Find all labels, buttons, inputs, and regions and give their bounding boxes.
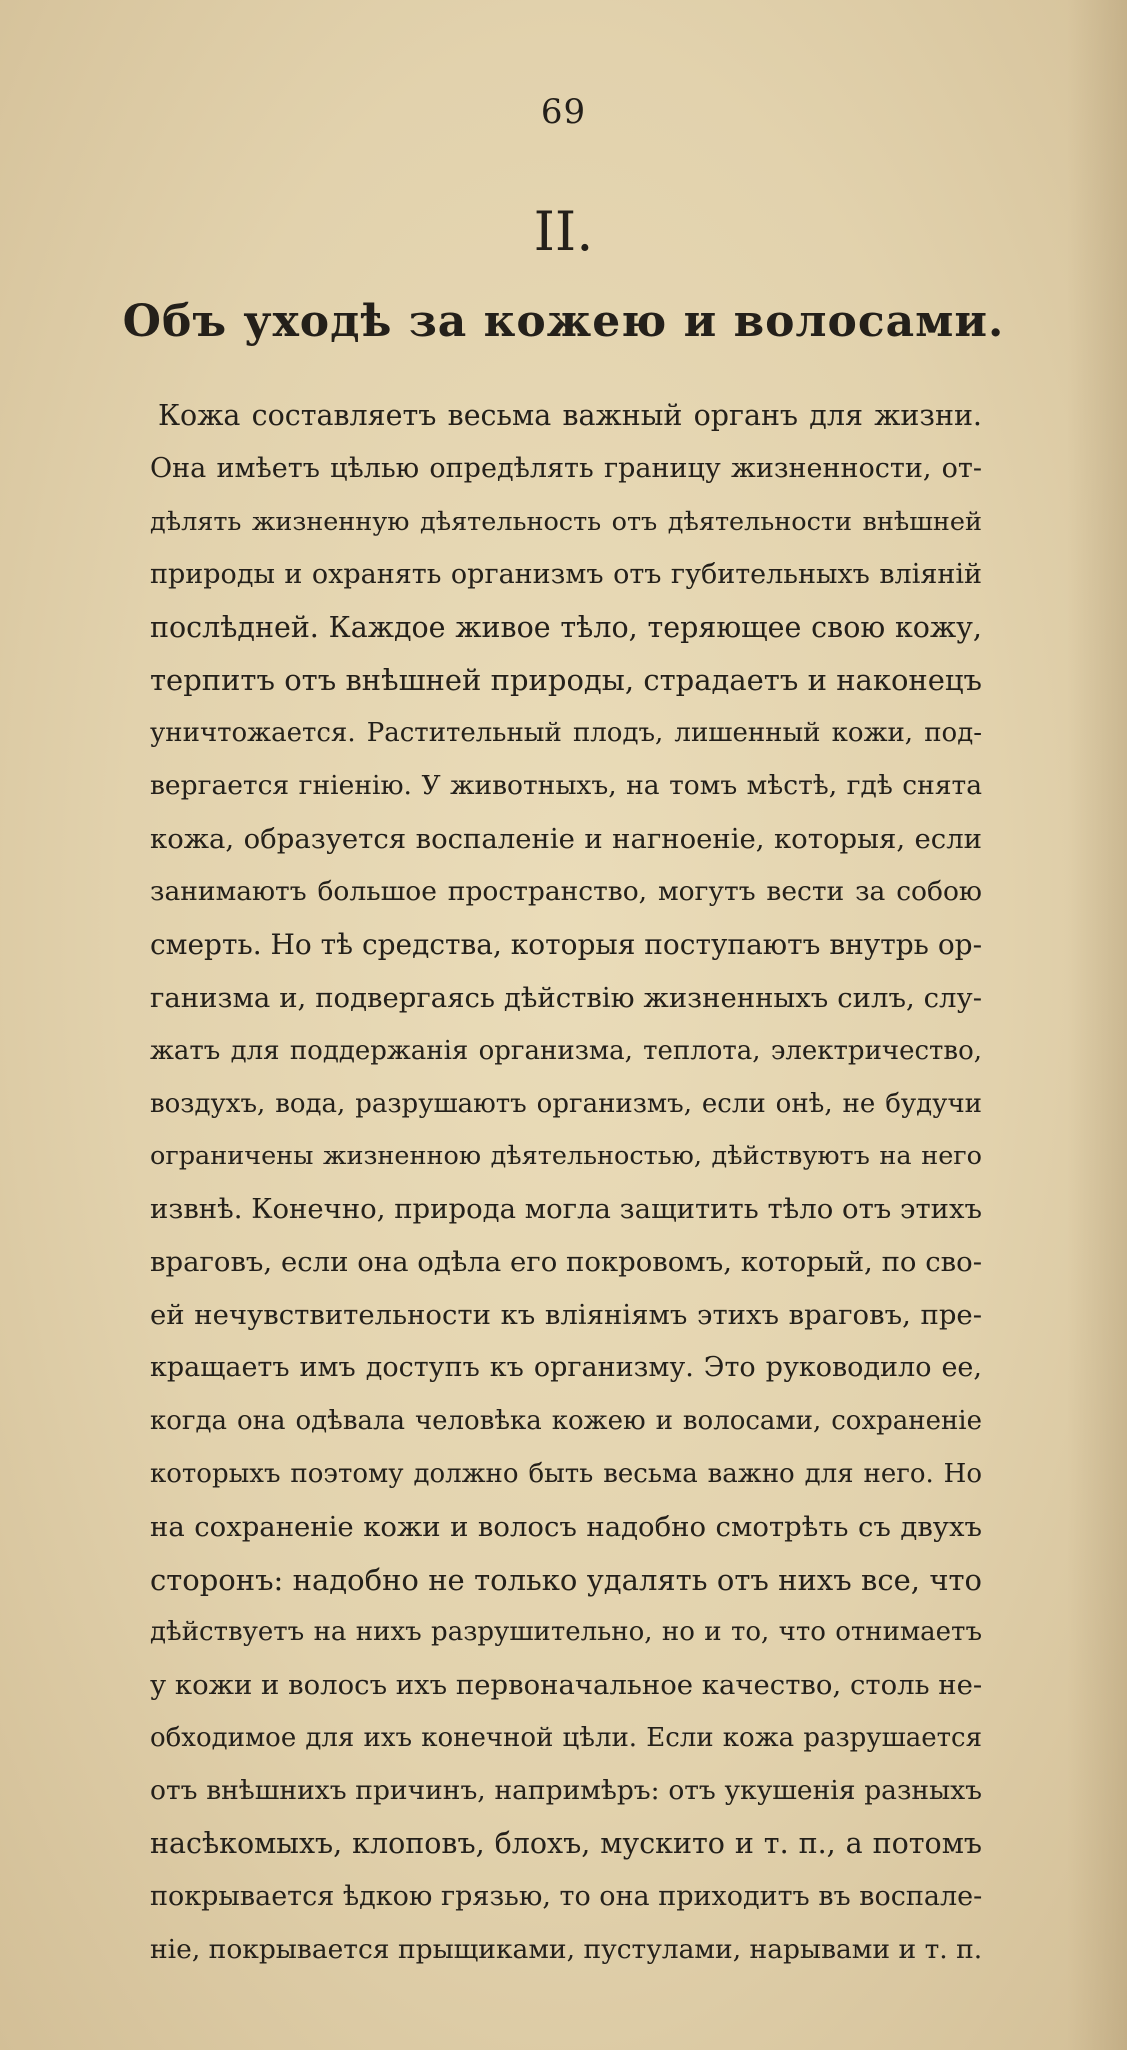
text-line: кожа, образуется воспаленіе и нагноеніе, которыя, если xyxy=(150,823,982,856)
text-line: ніе, покрывается прыщиками, пустулами, нарывами и т. п. xyxy=(150,1933,983,1965)
text-line: когда она одѣвала человѣка кожею и волосами, сохраненіе xyxy=(150,1405,982,1436)
text-line: уничтожается. Растительный плодъ, лишенный кожи, под- xyxy=(150,718,982,749)
text-line: смерть. Но тѣ средства, которыя поступаютъ внутрь ор- xyxy=(150,927,983,961)
text-line: сторонъ: надобно не только удалять отъ нихъ все, что xyxy=(150,1562,982,1597)
body-text xyxy=(150,390,982,1977)
text-line: дѣйствуетъ на нихъ разрушительно, но и то, что отнимаетъ xyxy=(150,1617,982,1648)
text-line: воздухъ, вода, разрушаютъ организмъ, если онѣ, не будучи xyxy=(150,1088,982,1119)
text-line: занимаютъ большое пространство, могутъ вести за собою xyxy=(150,876,982,908)
text-line: природы и охранять организмъ отъ губительныхъ вліяній xyxy=(150,558,982,590)
text-line: жатъ для поддержанія организма, теплота, электричество, xyxy=(150,1035,982,1066)
text-line: терпитъ отъ внѣшней природы, страдаетъ и наконецъ xyxy=(150,663,982,698)
text-line: у кожи и волосъ ихъ первоначальное качество, столь не- xyxy=(150,1669,983,1702)
text-line: покрывается ѣдкою грязью, то она приходитъ въ воспале- xyxy=(150,1880,983,1912)
page-number: 69 xyxy=(540,92,587,132)
chapter-title: Объ уходѣ за кожею и волосами. xyxy=(122,296,1005,347)
text-line: враговъ, если она одѣла его покровомъ, который, по сво- xyxy=(150,1246,982,1279)
text-line: на сохраненіе кожи и волосъ надобно смотрѣть съ двухъ xyxy=(150,1510,982,1543)
text-line: ганизма и, подвергаясь дѣйствію жизненныхъ силъ, слу- xyxy=(150,981,982,1014)
text-line: Она имѣетъ цѣлью опредѣлять границу жизненности, от- xyxy=(150,452,982,484)
text-line: обходимое для ихъ конечной цѣли. Если кожа разрушается xyxy=(150,1723,982,1754)
text-line: Кожа составляетъ весьма важный органъ для жизни. xyxy=(158,399,982,432)
text-line: послѣдней. Каждое живое тѣло, теряющее свою кожу, xyxy=(150,610,982,644)
text-line: вергается гніенію. У животныхъ, на томъ мѣстѣ, гдѣ снята xyxy=(150,770,982,802)
text-line: насѣкомыхъ, клоповъ, блохъ, мускито и т. п., а потомъ xyxy=(150,1827,982,1861)
text-line: ограничены жизненною дѣятельностью, дѣйствуютъ на него xyxy=(150,1141,982,1172)
text-line: дѣлять жизненную дѣятельность отъ дѣятельности внѣшней xyxy=(150,506,982,537)
text-line: кращаетъ имъ доступъ къ организму. Это руководило ее, xyxy=(150,1352,982,1384)
text-line: извнѣ. Конечно, природа могла защитить тѣло отъ этихъ xyxy=(150,1193,982,1226)
text-line: которыхъ поэтому должно быть весьма важно для него. Но xyxy=(150,1458,982,1489)
text-line: ей нечувствительности къ вліяніямъ этихъ враговъ, пре- xyxy=(150,1299,982,1332)
section-number: II. xyxy=(533,200,594,263)
text-line: отъ внѣшнихъ причинъ, напримѣръ: отъ укушенія разныхъ xyxy=(150,1775,982,1807)
